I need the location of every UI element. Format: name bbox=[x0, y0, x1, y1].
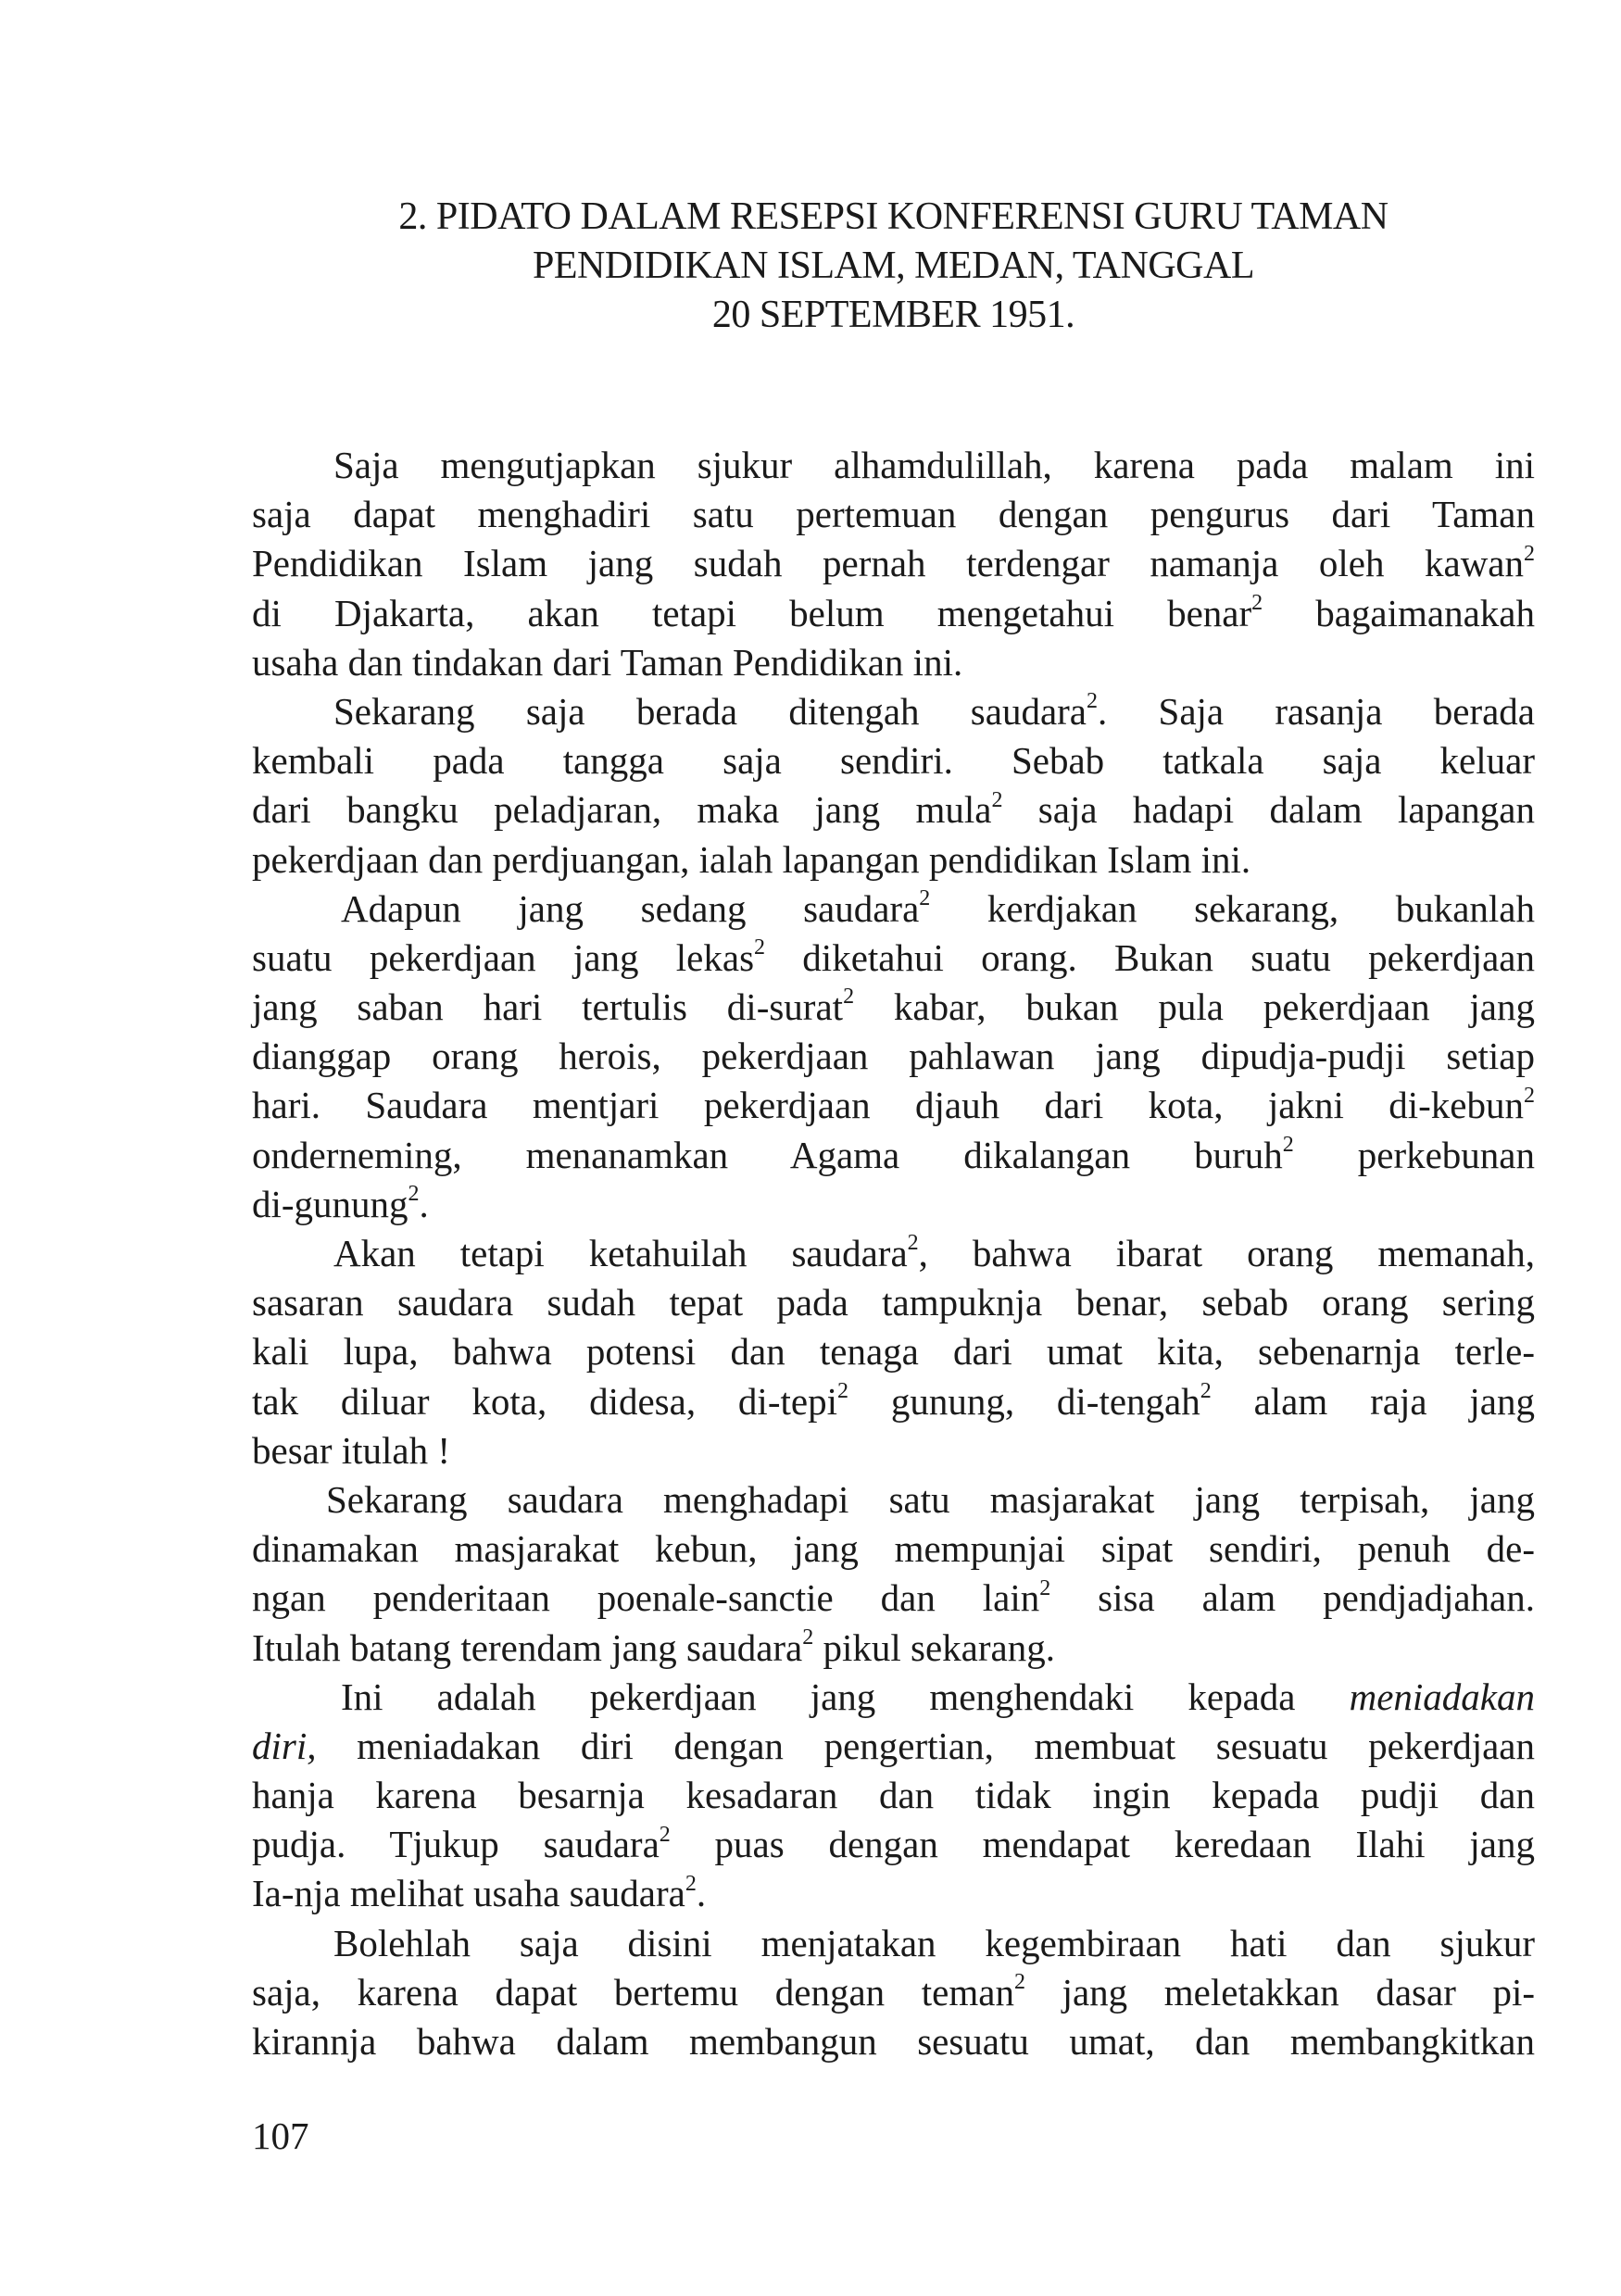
text-line: dianggap orang herois, pekerdjaan pahlawan jang dipudja-pudji setiap bbox=[252, 1035, 1535, 1078]
paragraph-1 bbox=[252, 441, 1535, 687]
text-line: Adapun jang sedang saudara$^2$ kerdjakan sekarang, bukanlah bbox=[341, 886, 1535, 930]
text-line: di Djakarta, akan tetapi belum mengetahui benar$^2$ bagaimanakah bbox=[252, 590, 1535, 634]
text-line: jang saban hari tertulis di-surat$^2$ kabar, bukan pula pekerdjaan jang bbox=[252, 985, 1536, 1029]
paragraph-6 bbox=[252, 1673, 1535, 1919]
text-line: Bolehlah saja disini menjatakan kegembiraan hati dan sjukur bbox=[333, 1921, 1535, 1964]
text-line: besar itulah ! bbox=[252, 1428, 451, 1472]
text-line: kembali pada tangga saja sendiri. Sebab tatkala saja keluar bbox=[252, 739, 1535, 783]
text-line: Ini adalah pekerdjaan jang menghendaki kepada meniadakan bbox=[341, 1675, 1535, 1718]
text-line: dari bangku peladjaran, maka jang mula$^2$ saja hadapi dalam lapangan bbox=[252, 787, 1535, 832]
text-line: saja dapat menghadiri satu pertemuan dengan pengurus dari Taman bbox=[252, 493, 1535, 536]
text-line: onderneming, menanamkan Agama dikalangan buruh$^2$ perkebunan bbox=[252, 1132, 1535, 1176]
chapter-title bbox=[252, 193, 1535, 340]
text-line: Akan tetapi ketahuilah saudara$^2$, bahwa ibarat orang memanah, bbox=[333, 1231, 1535, 1274]
text-line: pekerdjaan dan perdjuangan, ialah lapangan pendidikan Islam ini. bbox=[252, 837, 1251, 881]
text-line: ngan penderitaan poenale-sanctie dan lain$^2$ sisa alam pendjadjahan. bbox=[252, 1575, 1535, 1620]
text-line: Sekarang saudara menghadapi satu masjarakat jang terpisah, jang bbox=[326, 1477, 1535, 1521]
paragraph-7 bbox=[252, 1919, 1535, 2067]
text-line: sasaran saudara sudah tepat pada tampuknja benar, sebab orang sering bbox=[252, 1281, 1535, 1324]
text-line: saja, karena dapat bertemu dengan teman$^2$ jang meletakkan dasar pi- bbox=[252, 1970, 1535, 2014]
text-line: diri, meniadakan diri dengan pengertian, membuat sesuatu pekerdjaan bbox=[252, 1724, 1535, 1767]
page-number: 107 bbox=[252, 2114, 309, 2157]
text-line: Saja mengutjapkan sjukur alhamdulillah, karena pada malam ini bbox=[333, 444, 1535, 486]
title-line-2: PENDIDIKAN ISLAM, MEDAN, TANGGAL bbox=[533, 245, 1254, 287]
text-line: Sekarang saja berada ditengah saudara$^2$. Saja rasanja berada bbox=[333, 689, 1535, 733]
document-page bbox=[252, 0, 1535, 2296]
title-line-3: 20 SEPTEMBER 1951. bbox=[711, 294, 1075, 336]
text-line: kali lupa, bahwa potensi dan tenaga dari umat kita, sebenarnja terle- bbox=[252, 1330, 1535, 1374]
text-line: di-gunung$^2$. bbox=[252, 1182, 429, 1225]
paragraph-2 bbox=[252, 687, 1535, 885]
text-line: hari. Saudara mentjari pekerdjaan djauh dari kota, jakni di-kebun$^2$ bbox=[252, 1083, 1535, 1127]
text-line: kirannja bahwa dalam membangun sesuatu umat, dan membangkitkan bbox=[252, 2020, 1535, 2063]
text-line: pudja. Tjukup saudara$^2$ puas dengan mendapat keredaan Ilahi jang bbox=[252, 1822, 1535, 1866]
text-line: usaha dan tindakan dari Taman Pendidikan ini. bbox=[252, 640, 963, 684]
text-line: dinamakan masjarakat kebun, jang mempunjai sipat sendiri, penuh de- bbox=[252, 1527, 1535, 1571]
text-line: hanja karena besarnja kesadaran dan tidak ingin kepada pudji dan bbox=[252, 1774, 1535, 1817]
text-line: suatu pekerdjaan jang lekas$^2$ diketahui orang. Bukan suatu pekerdjaan bbox=[252, 935, 1535, 979]
text-line: Ia-nja melihat usaha saudara$^2$. bbox=[252, 1871, 707, 1915]
text-line: Pendidikan Islam jang sudah pernah terdengar namanja oleh kawan$^2$ bbox=[252, 541, 1535, 585]
title-line-1: 2. PIDATO DALAM RESEPSI KONFERENSI GURU TAMAN bbox=[398, 195, 1389, 238]
text-line: Itulah batang terendam jang saudara$^2$ pikul sekarang. bbox=[252, 1625, 1055, 1669]
paragraph-3 bbox=[252, 885, 1535, 1229]
paragraph-5 bbox=[252, 1475, 1535, 1673]
paragraph-4 bbox=[252, 1229, 1535, 1475]
text-line: tak diluar kota, didesa, di-tepi$^2$ gunung, di-tengah$^2$ alam raja jang bbox=[252, 1378, 1535, 1423]
body-text bbox=[252, 441, 1535, 2066]
